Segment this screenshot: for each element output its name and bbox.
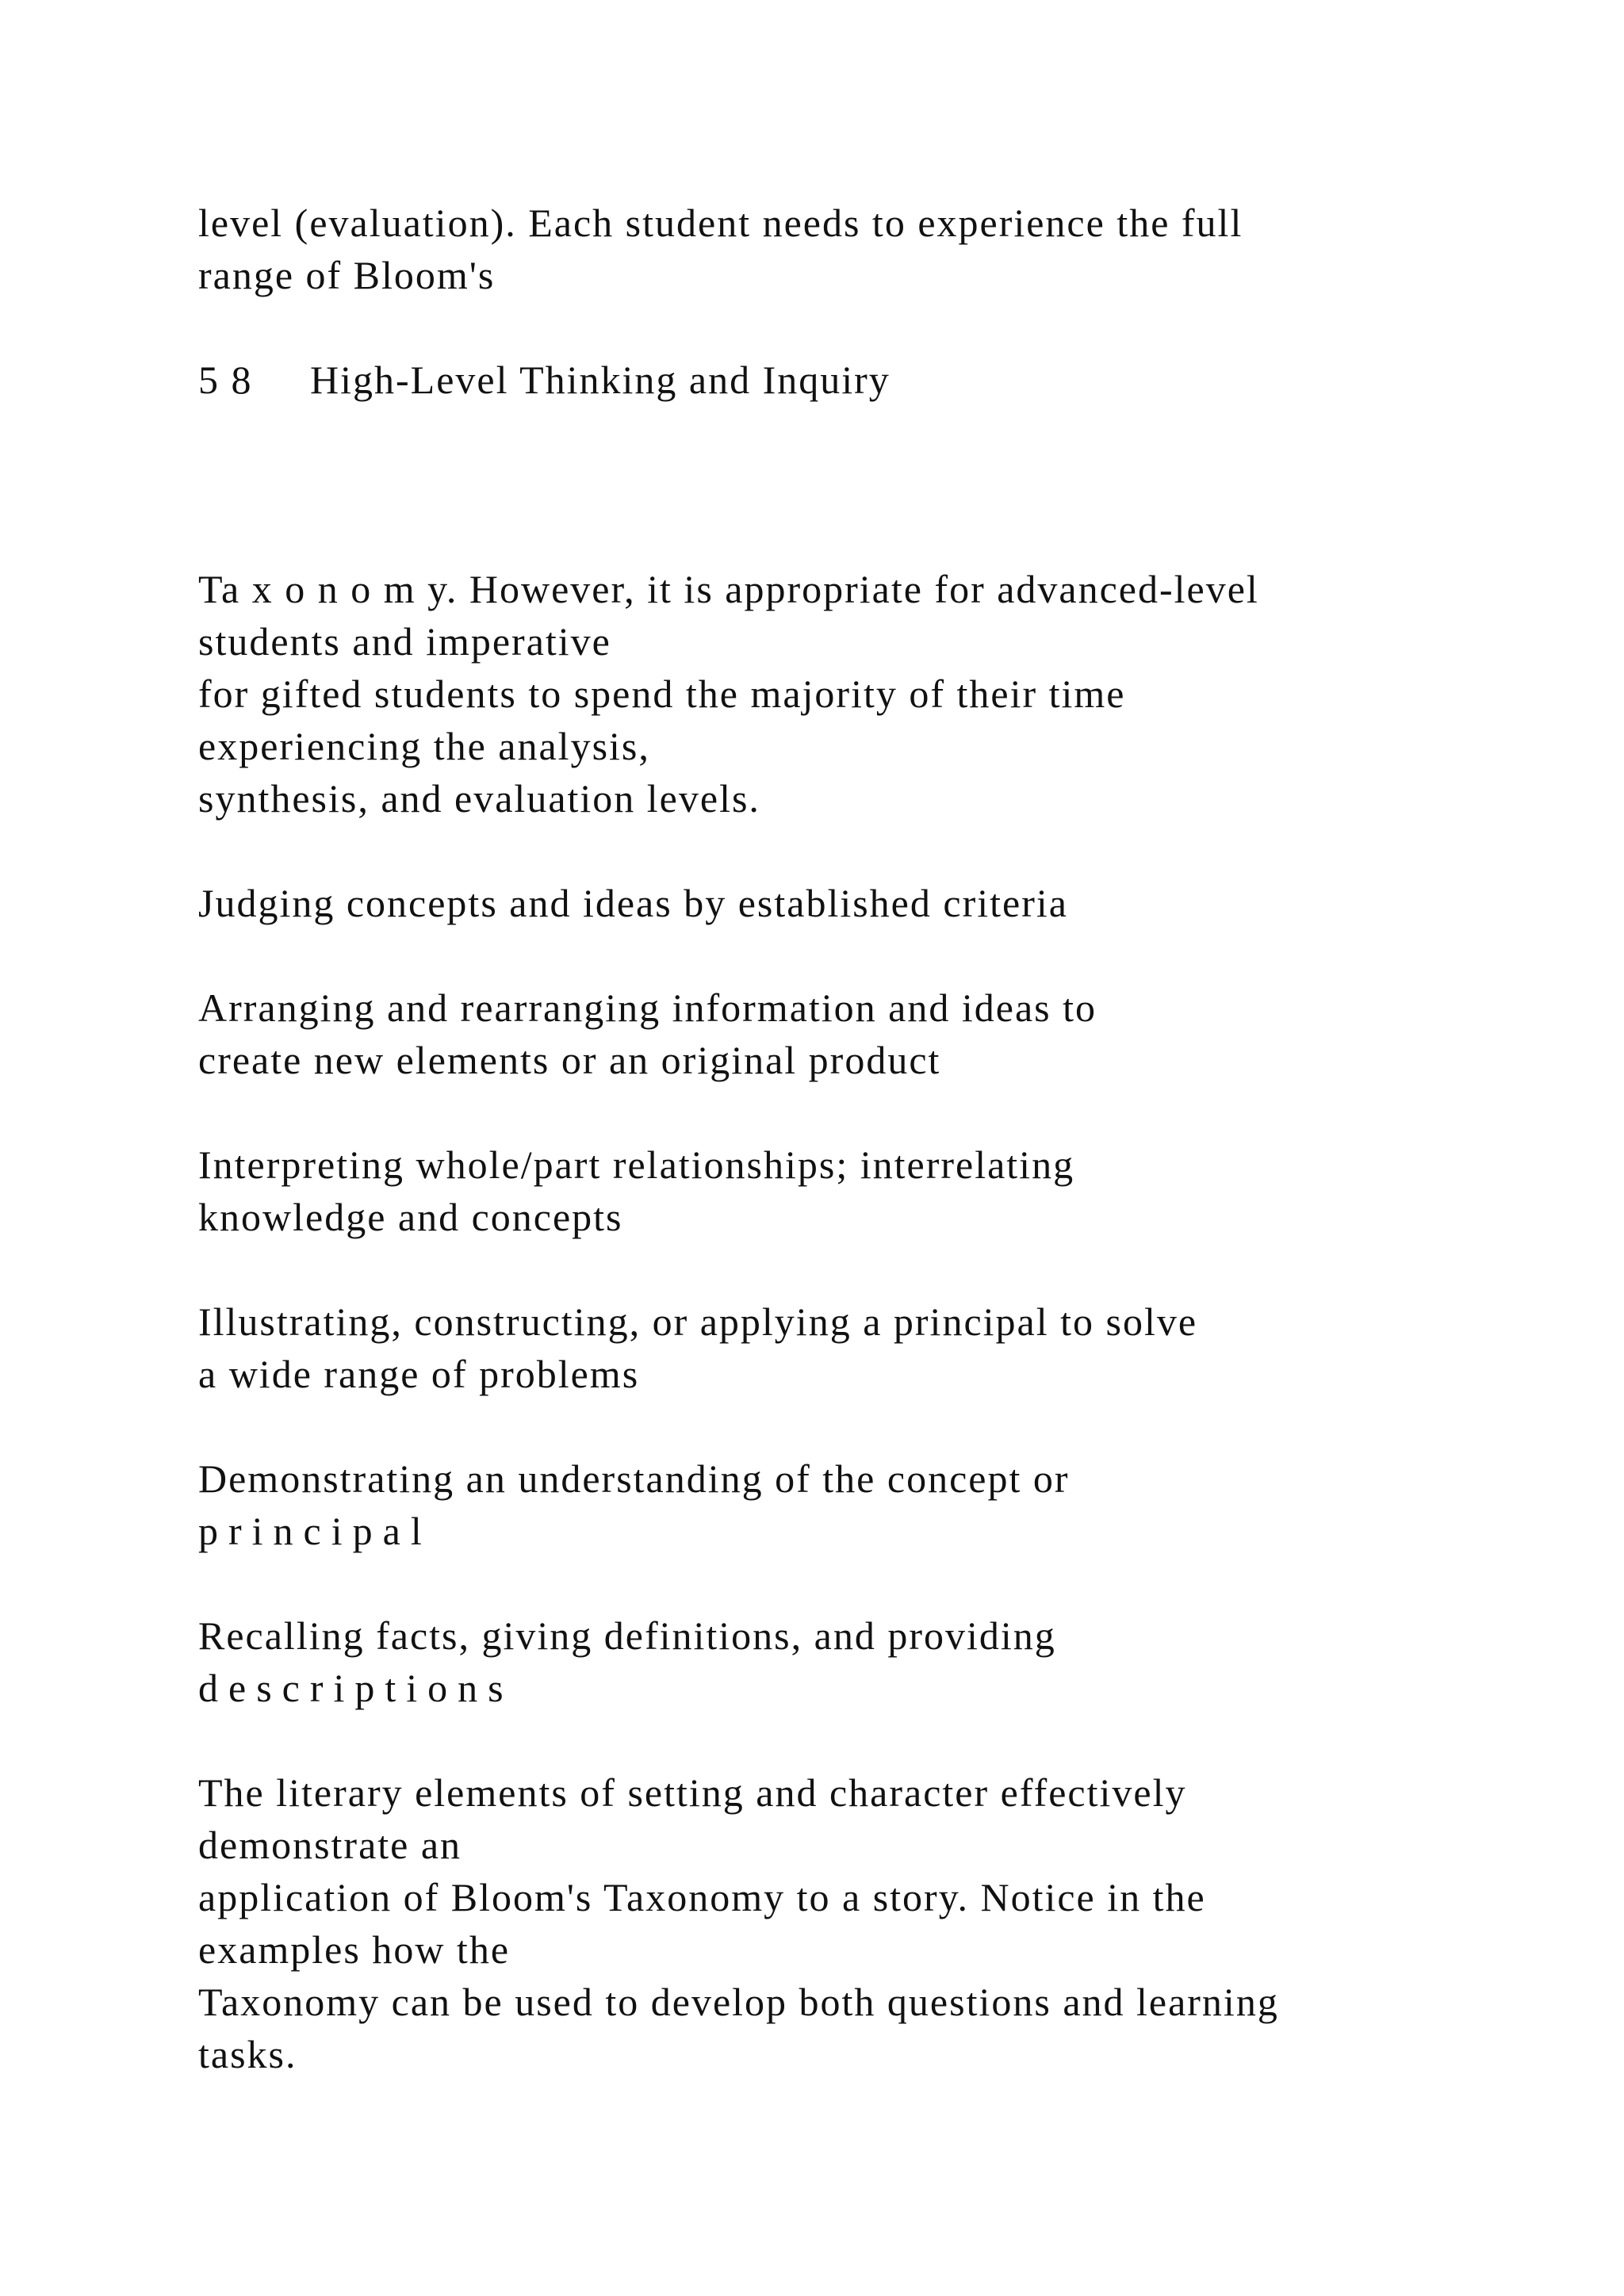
closing-line-1: The literary elements of setting and character effectively [198,1770,1187,1815]
level-synthesis-line-2: create new elements or an original product [198,1038,941,1082]
closing-line-2: demonstrate an [198,1823,462,1867]
paragraph-line-2: students and imperative [198,619,611,664]
level-application-line-2: a wide range of problems [198,1352,640,1396]
closing-line-4: examples how the [198,1927,511,1972]
level-analysis-line-1: Interpreting whole/part relationships; interrelating [198,1142,1075,1187]
intro-line-1: level (evaluation). Each student needs to experience the full [198,201,1243,245]
level-comprehension-line-1: Demonstrating an understanding of the concept or [198,1456,1070,1501]
level-application-line-1: Illustrating, constructing, or applying a principal to solve [198,1299,1198,1344]
closing-line-5: Taxonomy can be used to develop both questions and learning [198,1980,1279,2024]
paragraph-line-4: experiencing the analysis, [198,724,650,768]
level-evaluation-line-1: Judging concepts and ideas by established criteria [198,881,1068,925]
level-knowledge-line-2: descriptions [198,1666,514,1710]
level-comprehension-line-2: principal [198,1509,432,1553]
paragraph-line-5: synthesis, and evaluation levels. [198,776,760,821]
closing-line-6: tasks. [198,2032,297,2076]
running-header: 5 8 High-Level Thinking and Inquiry [198,358,891,402]
level-synthesis-line-1: Arranging and rearranging information and ideas to [198,985,1097,1030]
paragraph-line-3: for gifted students to spend the majority of their time [198,672,1126,716]
intro-line-2: range of Bloom's [198,253,496,297]
level-knowledge-line-1: Recalling facts, giving definitions, and providing [198,1613,1056,1658]
closing-line-3: application of Bloom's Taxonomy to a story. Notice in the [198,1875,1206,1919]
paragraph-line-1: Ta x o n o m y. However, it is appropriate for advanced-level [198,567,1259,611]
level-analysis-line-2: knowledge and concepts [198,1195,623,1239]
